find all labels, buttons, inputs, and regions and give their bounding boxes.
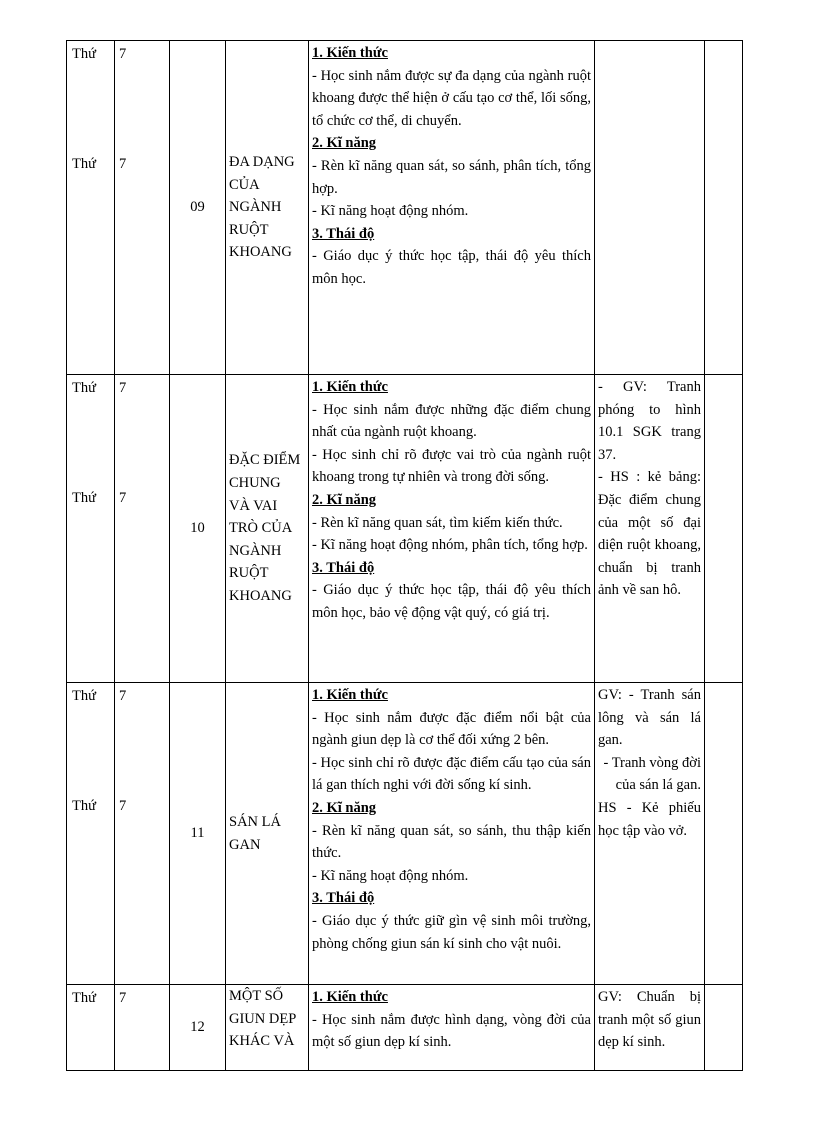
table-row	[67, 375, 743, 683]
objective-text: - Học sinh nắm được những đặc điểm chung nhất của ngành ruột khoang.	[312, 401, 591, 441]
day-label: Thứ	[72, 156, 96, 172]
title-line: CHUNG	[229, 475, 281, 492]
preparation-cell	[595, 683, 705, 985]
objective-text: - Giáo dục ý thức học tập, thái độ yêu thích môn học.	[312, 248, 591, 287]
objective-text: - Học sinh chỉ rõ được vai trò của ngành ruột khoang trong tự nhiên và trong đời sống.	[312, 446, 591, 486]
title-line: RUỘT	[229, 221, 269, 238]
title-line: TRÒ CỦA	[229, 520, 293, 537]
preparation-cell	[595, 41, 705, 375]
heading-attitude: 3. Thái độ	[312, 225, 375, 242]
objective-text: - Giáo dục ý thức học tập, thái độ yêu thích môn học, bảo vệ động vật quý, có giá trị.	[312, 582, 591, 621]
objective-text: - Kĩ năng hoạt động nhóm.	[312, 203, 469, 220]
table-row	[67, 41, 743, 375]
table-row	[67, 683, 743, 985]
grade-label: 7	[119, 380, 127, 396]
objective-text: - Học sinh nắm được sự đa dạng của ngành ruột khoang được thể hiện ở cấu tạo cơ thể, lối sống, tổ chức cơ thể, di chuyển.	[312, 67, 591, 129]
objectives-cell	[309, 375, 595, 683]
day-label: Thứ	[72, 490, 96, 506]
lesson-number: 12	[170, 985, 226, 1071]
grade-cell	[115, 375, 170, 683]
lesson-title	[226, 985, 309, 1071]
lesson-number: 10	[170, 375, 226, 683]
heading-knowledge: 1. Kiến thức	[312, 989, 388, 1005]
objective-text: - Giáo dục ý thức giữ gìn vệ sinh môi trường, phòng chống giun sán kí sinh cho vật nuôi.	[312, 912, 591, 952]
heading-knowledge: 1. Kiến thức	[312, 687, 388, 703]
day-cell	[67, 41, 115, 375]
title-line: GIUN DẸP	[229, 1010, 297, 1027]
objective-text: - Học sinh chỉ rõ được đặc điểm cấu tạo của sán lá gan thích nghi với đời sống kí sinh.	[312, 754, 591, 794]
grade-label: 7	[119, 990, 127, 1006]
lesson-title	[226, 683, 309, 985]
notes-cell	[705, 375, 743, 683]
title-line: NGÀNH	[229, 542, 282, 559]
notes-cell	[705, 985, 743, 1071]
objective-text: - Rèn kĩ năng quan sát, so sánh, thu thập kiến thức.	[312, 822, 591, 862]
lesson-title	[226, 375, 309, 683]
title-line: KHOANG	[229, 244, 292, 261]
grade-cell	[115, 41, 170, 375]
title-line: ĐẶC ĐIỂM	[229, 452, 301, 469]
grade-label: 7	[119, 688, 127, 704]
objectives-cell	[309, 41, 595, 375]
objective-text: - Học sinh nắm được hình dạng, vòng đời của một số giun dẹp kí sinh.	[312, 1011, 591, 1051]
preparation-text: - HS : kẻ bảng: Đặc điểm chung của một số đại diện ruột khoang, chuẩn bị tranh ảnh về san hô.	[598, 469, 701, 599]
heading-skills: 2. Kĩ năng	[312, 491, 377, 508]
day-label: Thứ	[72, 688, 96, 704]
notes-cell	[705, 41, 743, 375]
day-label: Thứ	[72, 798, 96, 814]
preparation-text: - Tranh vòng đời của sán lá gan.	[603, 754, 701, 794]
lesson-plan-table	[66, 40, 743, 1071]
preparation-cell	[595, 375, 705, 683]
notes-cell	[705, 683, 743, 985]
lesson-number: 09	[170, 41, 226, 375]
title-line: SÁN LÁ	[229, 813, 281, 830]
title-line: GAN	[229, 836, 261, 853]
heading-attitude: 3. Thái độ	[312, 890, 375, 907]
day-label: Thứ	[72, 990, 96, 1006]
day-cell	[67, 985, 115, 1071]
table-row	[67, 985, 743, 1071]
grade-cell	[115, 683, 170, 985]
title-line: KHÁC VÀ	[229, 1033, 295, 1050]
preparation-text: - GV: Tranh phóng to hình 10.1 SGK trang 37.	[598, 379, 701, 463]
heading-attitude: 3. Thái độ	[312, 559, 375, 576]
day-cell	[67, 375, 115, 683]
day-label: Thứ	[72, 46, 96, 62]
heading-skills: 2. Kĩ năng	[312, 799, 377, 816]
grade-label: 7	[119, 798, 127, 814]
title-line: NGÀNH	[229, 199, 282, 216]
heading-skills: 2. Kĩ năng	[312, 135, 377, 152]
objectives-cell	[309, 683, 595, 985]
preparation-text: HS - Kẻ phiếu học tập vào vở.	[598, 799, 701, 839]
title-line: CỦA	[229, 176, 260, 193]
heading-knowledge: 1. Kiến thức	[312, 379, 388, 395]
grade-label: 7	[119, 490, 127, 506]
lesson-title	[226, 41, 309, 375]
objectives-cell	[309, 985, 595, 1071]
objective-text: - Học sinh nắm được đặc điểm nổi bật của ngành giun dẹp là cơ thể đối xứng 2 bên.	[312, 709, 591, 749]
objective-text: - Kĩ năng hoạt động nhóm.	[312, 867, 469, 884]
preparation-text: GV: - Tranh sán lông và sán lá gan.	[598, 687, 701, 749]
grade-label: 7	[119, 46, 127, 62]
preparation-text: GV: Chuẩn bị tranh một số giun dẹp kí sinh.	[598, 989, 701, 1051]
heading-knowledge: 1. Kiến thức	[312, 45, 388, 61]
grade-label: 7	[119, 156, 127, 172]
title-line: MỘT SỐ	[229, 988, 284, 1004]
grade-cell	[115, 985, 170, 1071]
title-line: RUỘT	[229, 565, 269, 582]
day-cell	[67, 683, 115, 985]
day-label: Thứ	[72, 380, 96, 396]
title-line: ĐA DẠNG	[229, 154, 295, 171]
objective-text: - Kĩ năng hoạt động nhóm, phân tích, tổng hợp.	[312, 537, 588, 554]
lesson-number: 11	[170, 683, 226, 985]
title-line: VÀ VAI	[229, 497, 278, 514]
objective-text: - Rèn kĩ năng quan sát, tìm kiếm kiến thức.	[312, 514, 563, 531]
preparation-cell	[595, 985, 705, 1071]
objective-text: - Rèn kĩ năng quan sát, so sánh, phân tích, tổng hợp.	[312, 157, 591, 197]
title-line: KHOANG	[229, 587, 292, 604]
